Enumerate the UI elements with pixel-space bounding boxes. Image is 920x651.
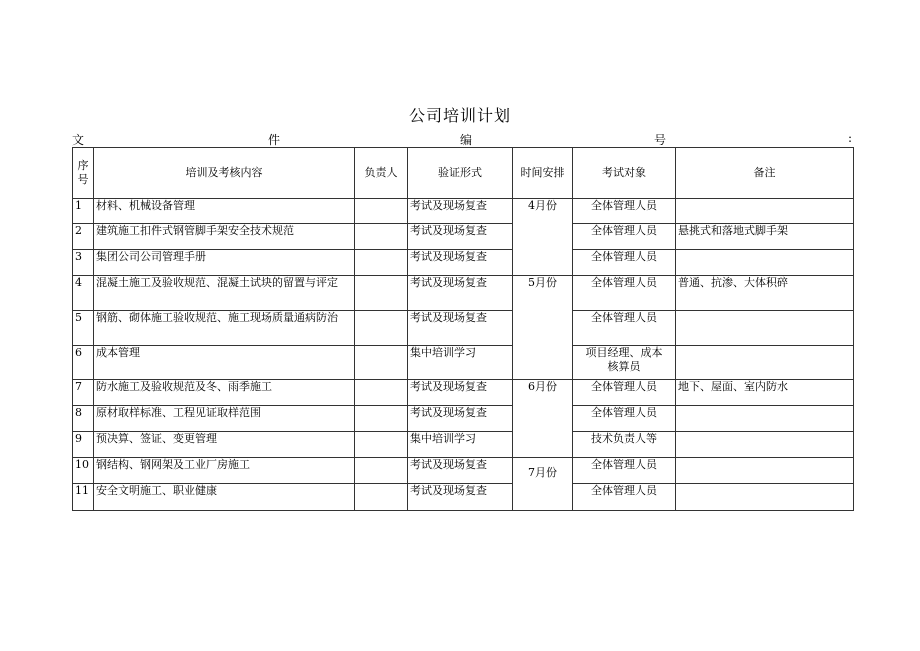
row-no: 4 xyxy=(73,276,94,311)
row-content: 成本管理 xyxy=(94,346,355,380)
row-note xyxy=(676,199,854,224)
row-verification: 集中培训学习 xyxy=(408,346,513,380)
row-target: 项目经理、成本核算员 xyxy=(573,346,676,380)
row-content: 混凝土施工及验收规范、混凝土试块的留置与评定 xyxy=(94,276,355,311)
training-plan-table xyxy=(72,147,854,511)
table-row xyxy=(73,224,854,250)
row-content: 钢结构、钢网架及工业厂房施工 xyxy=(94,458,355,484)
row-content: 安全文明施工、职业健康 xyxy=(94,484,355,511)
row-content: 集团公司公司管理手册 xyxy=(94,250,355,276)
row-responsible xyxy=(355,432,408,458)
row-responsible xyxy=(355,199,408,224)
row-note: 地下、屋面、室内防水 xyxy=(676,380,854,406)
table-row xyxy=(73,458,854,484)
row-content: 原材取样标准、工程见证取样范围 xyxy=(94,406,355,432)
file-number-char: 文 xyxy=(72,133,85,147)
file-number-char: : xyxy=(848,131,853,145)
row-no: 9 xyxy=(73,432,94,458)
row-content: 建筑施工扣件式钢管脚手架安全技术规范 xyxy=(94,224,355,250)
row-note xyxy=(676,432,854,458)
row-responsible xyxy=(355,276,408,311)
header-responsible: 负责人 xyxy=(355,148,408,199)
row-verification: 考试及现场复查 xyxy=(408,224,513,250)
row-target: 全体管理人员 xyxy=(573,484,676,511)
row-content: 材料、机械设备管理 xyxy=(94,199,355,224)
table-row xyxy=(73,276,854,311)
row-target: 全体管理人员 xyxy=(573,406,676,432)
row-target: 全体管理人员 xyxy=(573,199,676,224)
row-responsible xyxy=(355,311,408,346)
row-note xyxy=(676,458,854,484)
header-verification: 验证形式 xyxy=(408,148,513,199)
file-number-char: 件 xyxy=(268,133,281,147)
row-target: 全体管理人员 xyxy=(573,276,676,311)
header-no: 序 号 xyxy=(73,148,94,199)
time-cell: 4月份 xyxy=(513,199,573,276)
table-row xyxy=(73,484,854,511)
row-target: 全体管理人员 xyxy=(573,250,676,276)
table-row xyxy=(73,346,854,380)
table-row xyxy=(73,406,854,432)
table-header-row xyxy=(73,148,854,199)
row-target: 全体管理人员 xyxy=(573,458,676,484)
table-row xyxy=(73,311,854,346)
row-responsible xyxy=(355,458,408,484)
row-responsible xyxy=(355,380,408,406)
row-note: 普通、抗渗、大体积碎 xyxy=(676,276,854,311)
file-number-char: 编 xyxy=(460,133,473,147)
header-note: 备注 xyxy=(676,148,854,199)
time-cell: 6月份 xyxy=(513,380,573,458)
row-no: 10 xyxy=(73,458,94,484)
row-note xyxy=(676,346,854,380)
table-row xyxy=(73,250,854,276)
row-responsible xyxy=(355,224,408,250)
row-content: 钢筋、砌体施工验收规范、施工现场质量通病防治 xyxy=(94,311,355,346)
row-no: 11 xyxy=(73,484,94,511)
table-row xyxy=(73,199,854,224)
row-verification: 考试及现场复查 xyxy=(408,406,513,432)
row-responsible xyxy=(355,406,408,432)
row-verification: 考试及现场复查 xyxy=(408,311,513,346)
row-target: 全体管理人员 xyxy=(573,380,676,406)
row-note xyxy=(676,484,854,511)
row-verification: 考试及现场复查 xyxy=(408,199,513,224)
header-time: 时间安排 xyxy=(513,148,573,199)
row-target: 全体管理人员 xyxy=(573,224,676,250)
page-title: 公司培训计划 xyxy=(408,106,511,125)
row-verification: 集中培训学习 xyxy=(408,432,513,458)
row-responsible xyxy=(355,484,408,511)
time-cell: 5月份 xyxy=(513,276,573,380)
row-note: 悬挑式和落地式脚手架 xyxy=(676,224,854,250)
row-no: 5 xyxy=(73,311,94,346)
row-verification: 考试及现场复查 xyxy=(408,380,513,406)
file-number-line xyxy=(72,131,854,147)
row-verification: 考试及现场复查 xyxy=(408,458,513,484)
row-note xyxy=(676,406,854,432)
row-verification: 考试及现场复查 xyxy=(408,250,513,276)
table-row xyxy=(73,432,854,458)
table-row xyxy=(73,380,854,406)
row-no: 3 xyxy=(73,250,94,276)
row-verification: 考试及现场复查 xyxy=(408,276,513,311)
row-note xyxy=(676,250,854,276)
row-target: 全体管理人员 xyxy=(573,311,676,346)
file-number-char: 号 xyxy=(654,133,667,147)
row-verification: 考试及现场复查 xyxy=(408,484,513,511)
row-responsible xyxy=(355,250,408,276)
row-content: 预决算、签证、变更管理 xyxy=(94,432,355,458)
row-no: 2 xyxy=(73,224,94,250)
row-content: 防水施工及验收规范及冬、雨季施工 xyxy=(94,380,355,406)
row-responsible xyxy=(355,346,408,380)
header-content: 培训及考核内容 xyxy=(94,148,355,199)
row-no: 1 xyxy=(73,199,94,224)
row-no: 7 xyxy=(73,380,94,406)
header-target: 考试对象 xyxy=(573,148,676,199)
row-no: 6 xyxy=(73,346,94,380)
time-cell: 7月份 xyxy=(513,458,573,511)
row-no: 8 xyxy=(73,406,94,432)
row-note xyxy=(676,311,854,346)
row-target: 技术负责人等 xyxy=(573,432,676,458)
